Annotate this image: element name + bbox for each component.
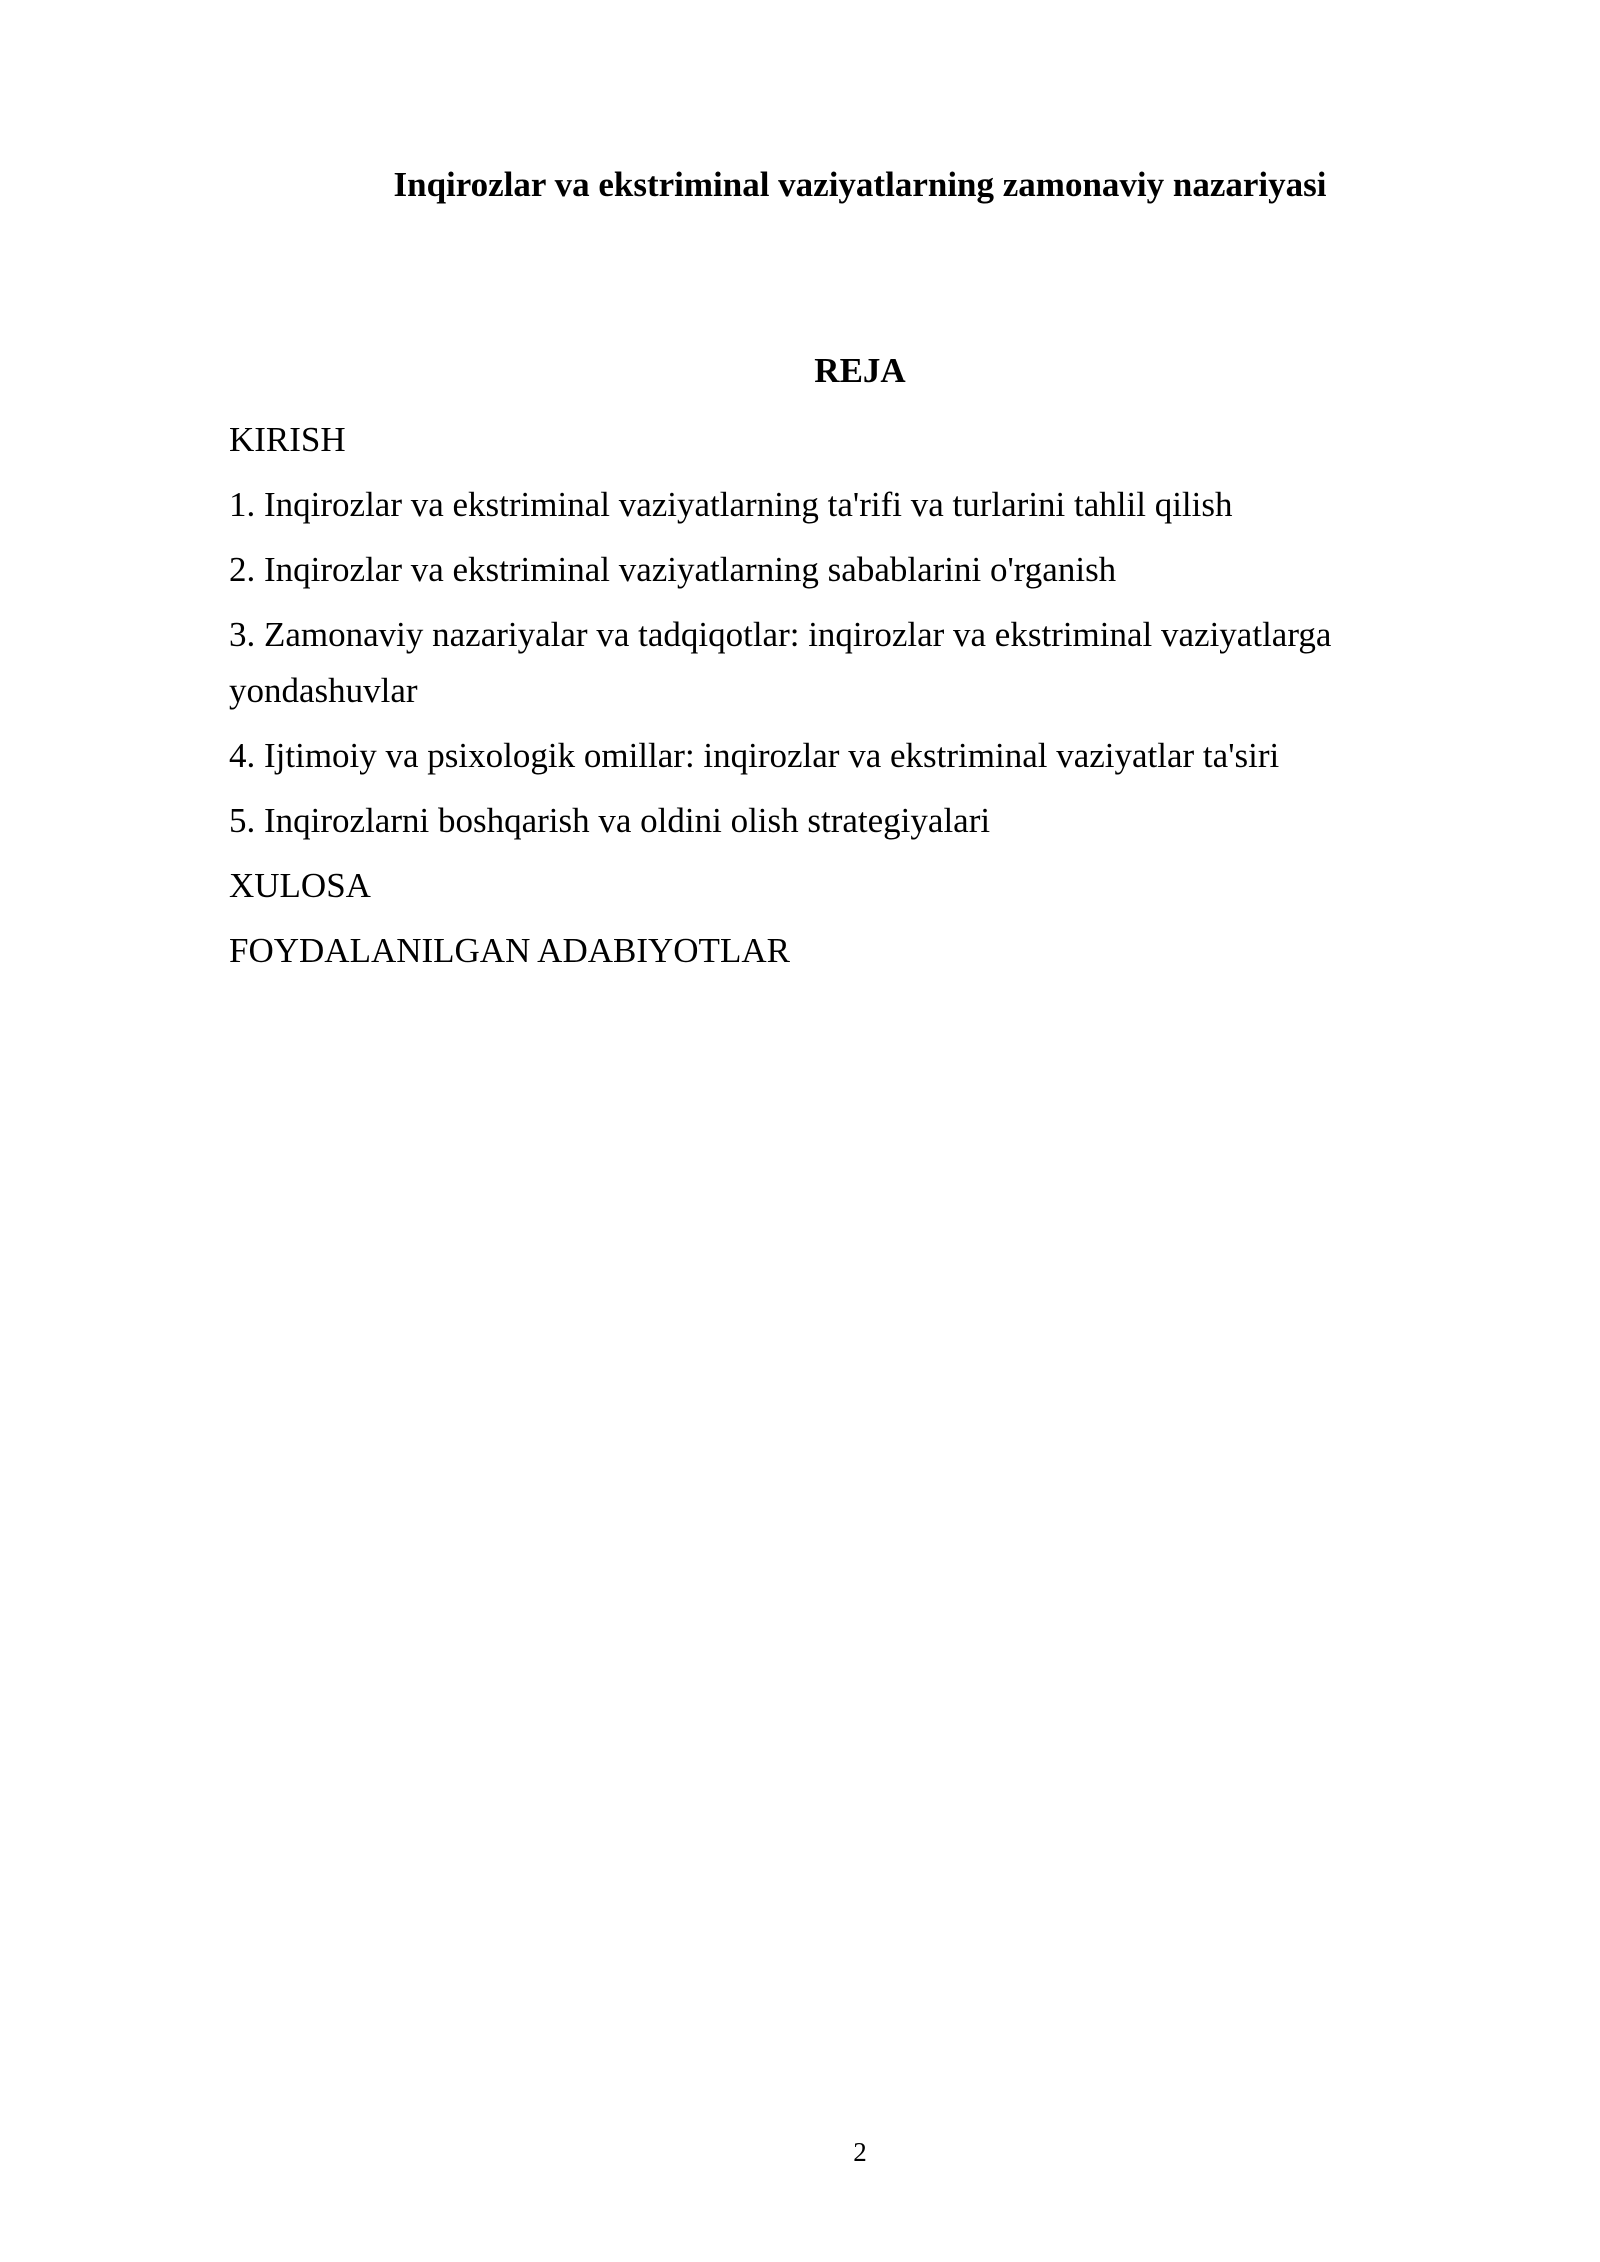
- toc-item-conclusion: XULOSA: [229, 866, 371, 905]
- document-title: Inqirozlar va ekstriminal vaziyatlarning zamonaviy nazariyasi: [393, 165, 1327, 204]
- toc-item-1: 1. Inqirozlar va ekstriminal vaziyatlarning ta'rifi va turlarini tahlil qilish: [229, 485, 1233, 524]
- toc-item-4: 4. Ijtimoiy va psixologik omillar: inqirozlar va ekstriminal vaziyatlar ta'siri: [229, 736, 1280, 775]
- toc-item-5: 5. Inqirozlarni boshqarish va oldini olish strategiyalari: [229, 801, 991, 840]
- toc-item-2: 2. Inqirozlar va ekstriminal vaziyatlarning sabablarini o'rganish: [229, 550, 1117, 589]
- plan-heading: REJA: [814, 351, 906, 390]
- toc-item-3: 3. Zamonaviy nazariyalar va tadqiqotlar: inqirozlar va ekstriminal vaziyatlarga yondashuvlar: [229, 615, 1332, 710]
- page-number: 2: [853, 2137, 867, 2167]
- toc-item-references: FOYDALANILGAN ADABIYOTLAR: [229, 931, 790, 970]
- toc-item-introduction: KIRISH: [229, 420, 346, 459]
